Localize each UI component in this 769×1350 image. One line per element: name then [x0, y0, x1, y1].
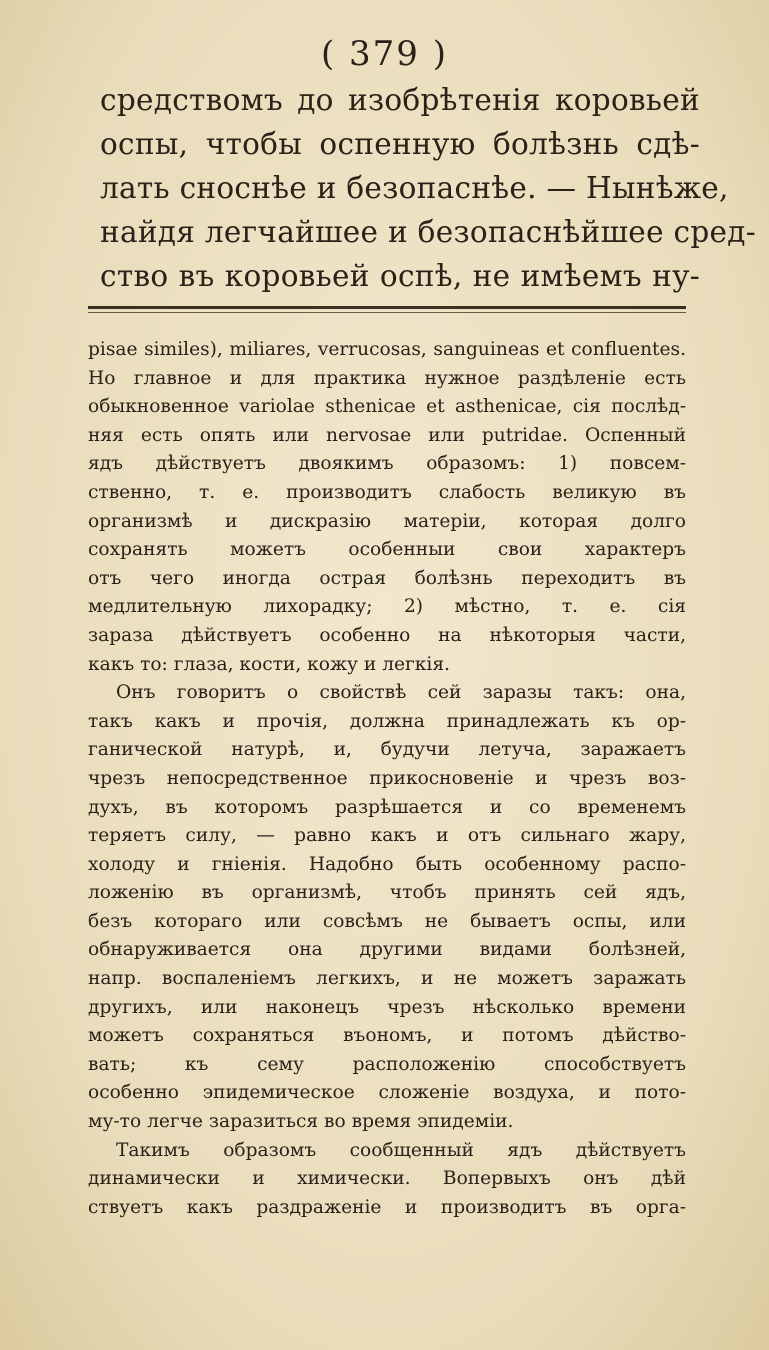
footnote-line: няя есть опять или nervosae или putridae. Оспенный [88, 424, 686, 446]
footnote-line: какъ то: глаза, кости, кожу и легкія. [88, 653, 450, 675]
footnote-line: сохранять можетъ особенныи свои характеръ [88, 539, 686, 561]
footnote-line: вать; къ сему расположенію способствуетъ [88, 1053, 686, 1075]
main-text-line: найдя легчайшее и безопаснѣйшее сред- [100, 215, 756, 249]
main-text [100, 78, 756, 298]
footnote-line: духъ, въ которомъ разрѣшается и со временемъ [88, 796, 686, 818]
footnote-line: особенно эпидемическое сложеніе воздуха, и пото- [88, 1082, 686, 1104]
footnote-line: ложенію въ организмѣ, чтобъ принять сей ядъ, [88, 882, 686, 904]
main-text-line: ство въ коровьей оспѣ, не имѣемъ ну- [100, 259, 700, 293]
footnote-line: чрезъ непосредственное прикосновеніе и чрезъ воз- [88, 767, 686, 789]
footnote-line: медлительную лихорадку; 2) мѣстно, т. е. сія [88, 596, 686, 618]
footnote [88, 336, 686, 1222]
footnote-line: обыкновенное variolae sthenicae et asthenicae, сія послѣд- [88, 396, 686, 418]
footnote-line: такъ какъ и прочія, должна принадлежать къ ор- [88, 710, 686, 732]
footnote-line: Онъ говоритъ о свойствѣ сей заразы такъ: она, [116, 682, 686, 704]
footnote-line: Но главное и для практика нужное раздѣленіе есть [88, 367, 686, 389]
footnote-line: pisae similes), miliares, verrucosas, sanguineas et confluentes. [88, 339, 686, 360]
footnote-line: напр. воспаленіемъ легкихъ, и не можетъ заражать [88, 968, 686, 990]
footnote-line: динамически и химически. Вопервыхъ онъ дѣй [88, 1168, 686, 1190]
footnote-line: обнаруживается она другими видами болѣзней, [88, 939, 686, 961]
footnote-line: зараза дѣйствуетъ особенно на нѣкоторыя части, [88, 624, 686, 646]
footnote-line: ственно, т. е. производитъ слабость великую въ [88, 481, 686, 503]
footnote-line: ядъ дѣйствуетъ двоякимъ образомъ: 1) повсем- [88, 453, 686, 475]
footnote-line: организмѣ и дискразію матеріи, которая долго [88, 510, 686, 532]
footnote-line: холоду и гніенія. Надобно быть особенному распо- [88, 853, 686, 875]
footnote-line: Такимъ образомъ сообщенный ядъ дѣйствуетъ [116, 1139, 686, 1161]
footnote-line: отъ чего иногда острая болѣзнь переходитъ въ [88, 567, 686, 589]
main-text-line: лать сноснѣе и безопаснѣе. — Нынѣже, [100, 171, 729, 205]
footnote-line: можетъ сохраняться въономъ, и потомъ дѣйство- [88, 1025, 686, 1047]
footnote-rule-thin [88, 312, 686, 313]
footnote-rule [88, 306, 686, 309]
main-text-line: оспы, чтобы оспенную болѣзнь сдѣ- [100, 127, 700, 161]
main-text-line: средствомъ до изобрѣтенія коровьей [100, 83, 700, 117]
page-number: ( 379 ) [320, 34, 449, 74]
footnote-line: му-то легче заразиться во время эпидеміи. [88, 1111, 514, 1133]
footnote-line: ганической натурѣ, и, будучи летуча, заражаетъ [88, 739, 686, 761]
footnote-line: ствуетъ какъ раздраженіе и производитъ въ орга- [88, 1196, 686, 1218]
footnote-line: теряетъ силу, — равно какъ и отъ сильнаго жару, [88, 825, 686, 847]
footnote-line: безъ котораго или совсѣмъ не бываетъ оспы, или [88, 910, 686, 932]
footnote-line: другихъ, или наконецъ чрезъ нѣсколько времени [88, 996, 686, 1018]
